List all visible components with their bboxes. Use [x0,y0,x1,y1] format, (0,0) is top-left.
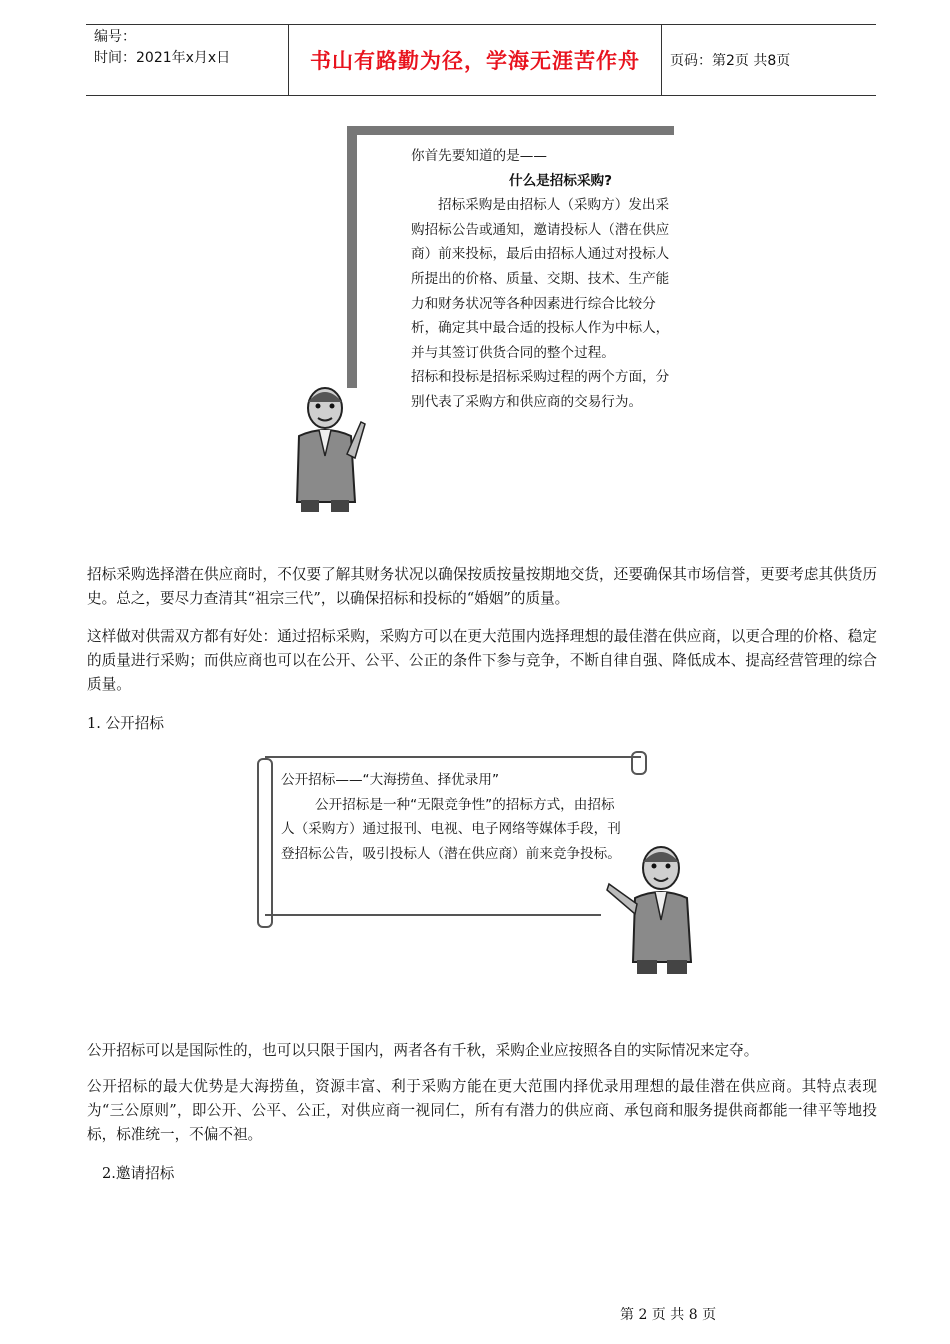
illustration-text [411,144,673,415]
illustration-heading: 你首先要知道的是—— [411,148,547,164]
presenter-figure-icon [605,844,715,984]
frame-left-bar [347,126,357,388]
paragraph-open-tender-scope: 公开招标可以是国际性的，也可以只限于国内，两者各有千秋，采购企业应按照各自的实际情况来定夺。 [87,1042,759,1059]
header-meta [94,27,230,69]
scroll-left-roll [257,758,273,928]
scroll-bottom-edge [265,914,601,916]
header-motto: 书山有路勤为径，学海无涯苦作舟 [288,25,662,95]
page-header [86,24,876,96]
paragraph-mutual-benefit: 这样做对供需双方都有好处：通过招标采购，采购方可以在更大范围内选择理想的最佳潜在供应商，以更合理的价格、稳定的质量进行采购；而供应商也可以在公开、公平、公正的条件下参与竞争，不断自律自强、降低成本、提高经营管理的综合质量。 [87,628,877,693]
scroll-right-roll [631,751,647,775]
illustration-open-tender [253,748,723,986]
scroll-heading: 公开招标——“大海捞鱼、择优录用” [281,772,499,788]
illustration-question: 什么是招标采购? [509,172,613,189]
page-footer: 第 2 页 共 8 页 [620,1307,717,1323]
presenter-figure-icon [285,384,367,514]
paragraph-open-tender-advantage: 公开招标的最大优势是大海捞鱼，资源丰富、利于采购方能在更大范围内择优录用理想的最佳潜在供应商。其特点表现为“三公原则”，即公开、公平、公正，对供应商一视同仁，所有有潜力的供应商、承包商和服务提供商都能一律平等地投标，标准统一，不偏不袒。 [87,1078,877,1143]
scroll-top-edge [265,756,641,758]
illustration-body-2: 招标和投标是招标采购过程的两个方面，分别代表了采购方和供应商的交易行为。 [411,369,670,410]
frame-top-bar [347,126,674,135]
illustration-body-1: 招标采购是由招标人（采购方）发出采购招标公告或通知，邀请投标人（潜在供应商）前来投标，最后由招标人通过对投标人所提出的价格、质量、交期、技术、生产能力和财务状况等各种因素进行综合比较分析，确定其中最合适的投标人作为中标人，并与其签订供货合同的整个过程。 [411,197,670,361]
time-label: 时间：2021年x月x日 [94,50,231,66]
header-page-label: 页码：第2页 共8页 [670,53,791,69]
scroll-body: 公开招标是一种“无限竞争性”的招标方式，由招标人（采购方）通过报刊、电视、电子网络等媒体手段，刊登招标公告，吸引投标人（潜在供应商）前来竞争投标。 [281,796,621,862]
paragraph-supplier-selection: 招标采购选择潜在供应商时，不仅要了解其财务状况以确保按质按量按期地交货，还要确保其市场信誉，更要考虑其供货历史。总之，要尽力查清其“祖宗三代”，以确保招标和投标的“婚姻”的质量。 [87,566,877,607]
illustration-what-is-tender [285,126,680,518]
scroll-text [281,768,621,866]
number-label: 编号： [94,29,136,45]
section-heading-invited-tender: 2.邀请招标 [102,1165,175,1182]
section-heading-open-tender: 1. 公开招标 [87,715,164,732]
